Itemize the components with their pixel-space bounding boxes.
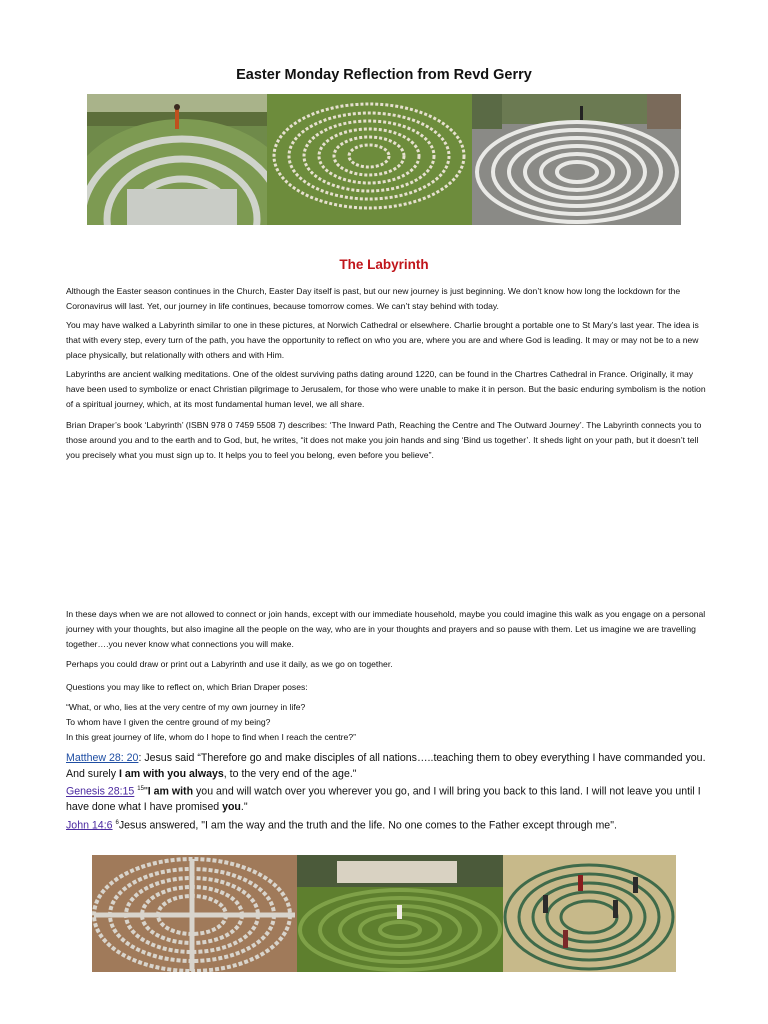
page-title: Easter Monday Reflection from Revd Gerry (236, 67, 532, 83)
genesis-text-c: you and will watch over you wherever you go, and I will bring you back to this land. I will not leave you until I have done what I have promised (66, 785, 701, 814)
genesis-verse-number: 15 (137, 786, 144, 792)
john-verse-number: 6 (115, 819, 119, 826)
john-link[interactable]: John 14:6 (66, 819, 113, 832)
question-1: “What, or who, lies at the very centre of my own journey in life? (66, 702, 306, 712)
paragraph-walked: You may have walked a Labyrinth similar to one in these pictures, at Norwich Cathedral or elsewhere. Charlie brought a portable one to St Mary’s last year. The idea is that with every step, every turn of the path, you have the opportunity to reflect on who you are, where you are and where God is leading. It may or may not be to a new place physically, but relationally with others and with Him. (66, 320, 699, 360)
genesis-text-bold-2: you (222, 801, 241, 814)
section-heading: The Labyrinth (339, 257, 429, 272)
labyrinth-photo-stones-on-grass (267, 94, 472, 225)
genesis-text-bold: I am with (147, 785, 194, 798)
scripture-verses (66, 751, 726, 834)
labyrinth-photo-stones-gravel (92, 855, 297, 972)
matthew-text-c: , to the very end of the age." (223, 767, 357, 780)
labyrinth-photo-grass-walker (87, 94, 267, 225)
labyrinth-photo-mown-lawn (297, 855, 503, 972)
paragraph-ancient: Labyrinths are ancient walking meditations. One of the oldest surviving paths dating around 1220, can be found in the Chartres Cathedral in France. Originally, it may have been used to symbolize or enact Christian pilgrimage to Jerusalem, for those who were unable to make it in person. But the basic enduring symbolism is the notion of a spiritual journey, which, at its most fundamental human level, we all share. (66, 369, 706, 409)
verse-john (66, 816, 726, 834)
genesis-text-e: ." (240, 801, 248, 814)
verse-matthew (66, 751, 726, 782)
genesis-text-a: " (143, 785, 148, 798)
paragraph-questions: Questions you may like to reflect on, which Brian Draper poses: (66, 682, 308, 692)
verse-genesis (66, 782, 726, 816)
questions-list (66, 700, 706, 745)
john-text: Jesus answered, "I am the way and the truth and the life. No one comes to the Father except through me". (118, 819, 617, 832)
bottom-photo-strip (92, 855, 676, 972)
paragraph-print: Perhaps you could draw or print out a Labyrinth and use it daily, as we go on together. (66, 659, 393, 669)
labyrinth-photo-indoor-walkers (503, 855, 676, 972)
labyrinth-photo-paved-plaza (472, 94, 681, 225)
genesis-link[interactable]: Genesis 28:15 (66, 785, 135, 798)
question-3: In this great journey of life, whom do I hope to find when I reach the centre?” (66, 732, 356, 742)
paragraph-draper: Brian Draper’s book ‘Labyrinth’ (ISBN 978 0 7459 5508 7) describes: ‘The Inward Path, Reaching the Centre and The Outward Journey’. The Labyrinth connects you to those around you and to the earth and to God, but, he writes, “it does not make you join hands and sing ‘Bind us together’. It sheds light on your path, but it doesn’t tell you precisely what you must sign up to. It helps you to feel you belong, even before you believe”. (66, 420, 702, 460)
paragraph-intro: Although the Easter season continues in the Church, Easter Day itself is past, but our new journey is just beginning. We don’t know how long the lockdown for the Coronavirus will last. Yet, our journey in life continues, because tomorrow comes. We can’t stay behind with today. (66, 286, 681, 311)
matthew-text-a: : Jesus said “Therefore go and make disciples of all nations…..teaching them to obey everything I have commanded you. And surely (66, 752, 706, 780)
top-photo-strip (87, 94, 681, 225)
paragraph-imagine: In these days when we are not allowed to connect or join hands, except with our immediate household, maybe you could imagine this walk as you engage on a personal journey with your thoughts, but also imagine all the people on the way, who are in your thoughts and prayers and so pause with them. Let us imagine we are travelling together….you never know what connections you will make. (66, 609, 706, 649)
matthew-text-bold: I am with you always (119, 767, 224, 780)
matthew-link[interactable]: Matthew 28: 20 (66, 752, 139, 764)
question-2: To whom have I given the centre ground of my being? (66, 717, 271, 727)
